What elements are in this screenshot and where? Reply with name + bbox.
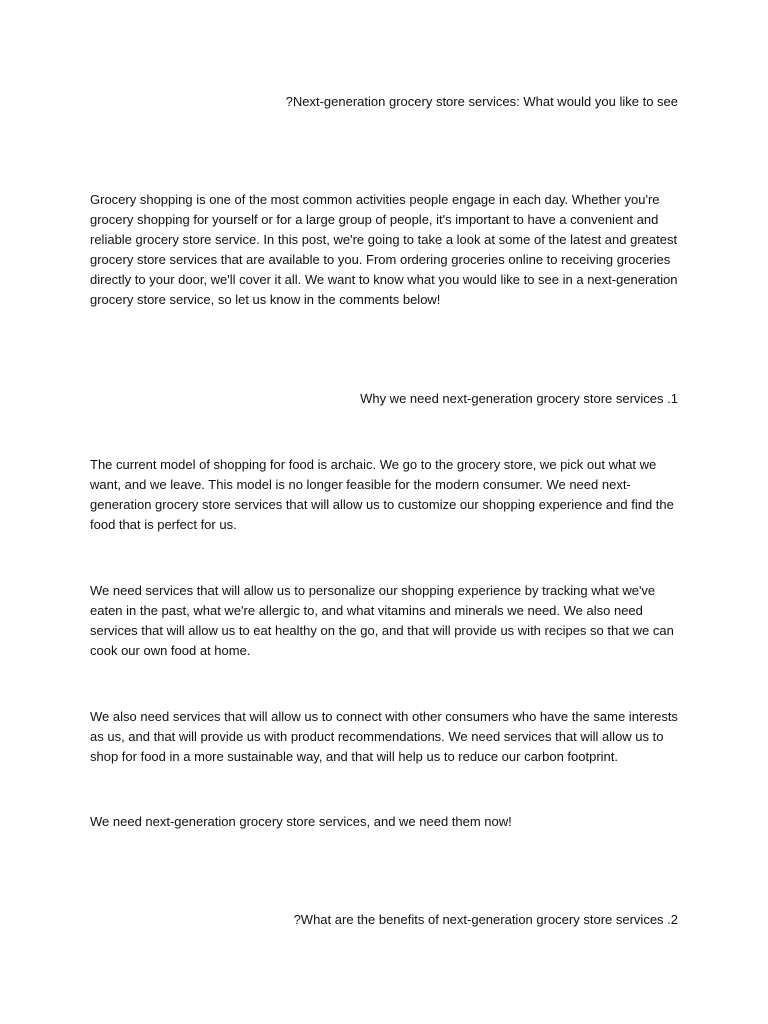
section-1-paragraph-2: [90, 581, 680, 661]
intro-line: Grocery shopping is one of the most common activities people engage in each day. Whether you're: [90, 192, 660, 207]
paragraph-line: generation grocery store services that will allow us to customize our shopping experience and find the: [90, 497, 674, 512]
paragraph-line: services that will allow us to eat healthy on the go, and that will provide us with recipes so that we can: [90, 623, 674, 638]
intro-line: directly to your door, we'll cover it all. We want to know what you would like to see in a next-generation: [90, 272, 678, 287]
paragraph-line: as us, and that will provide us with product recommendations. We need services that will allow us to: [90, 729, 664, 744]
paragraph-line: We also need services that will allow us to connect with other consumers who have the same interests: [90, 709, 678, 724]
intro-line: grocery store services that are available to you. From ordering groceries online to receiving groceries: [90, 252, 671, 267]
intro-line: grocery store service, so let us know in the comments below!: [90, 292, 441, 307]
section-1-paragraph-3: [90, 707, 680, 767]
paragraph-line: shop for food in a more sustainable way, and that will help us to reduce our carbon footprint.: [90, 749, 619, 764]
intro-paragraph: [90, 190, 680, 310]
paragraph-line: eaten in the past, what we're allergic to, and what vitamins and minerals we need. We also need: [90, 603, 643, 618]
paragraph-line: food that is perfect for us.: [90, 517, 237, 532]
paragraph-line: We need next-generation grocery store services, and we need them now!: [90, 814, 512, 829]
section-1-paragraph-4: [90, 812, 680, 832]
paragraph-line: We need services that will allow us to personalize our shopping experience by tracking what we've: [90, 583, 656, 598]
paragraph-line: The current model of shopping for food is archaic. We go to the grocery store, we pick out what we: [90, 457, 657, 472]
intro-line: reliable grocery store service. In this post, we're going to take a look at some of the latest and greatest: [90, 232, 678, 247]
paragraph-line: cook our own food at home.: [90, 643, 251, 658]
section-2-heading: ?What are the benefits of next-generation grocery store services .2: [293, 912, 678, 927]
section-1-heading: Why we need next-generation grocery store services .1: [360, 391, 678, 406]
paragraph-line: want, and we leave. This model is no longer feasible for the modern consumer. We need next-: [90, 477, 631, 492]
section-1-paragraph-1: [90, 455, 680, 535]
document-title: ?Next-generation grocery store services: What would you like to see: [285, 94, 678, 109]
intro-line: grocery shopping for yourself or for a large group of people, it's important to have a convenient and: [90, 212, 659, 227]
